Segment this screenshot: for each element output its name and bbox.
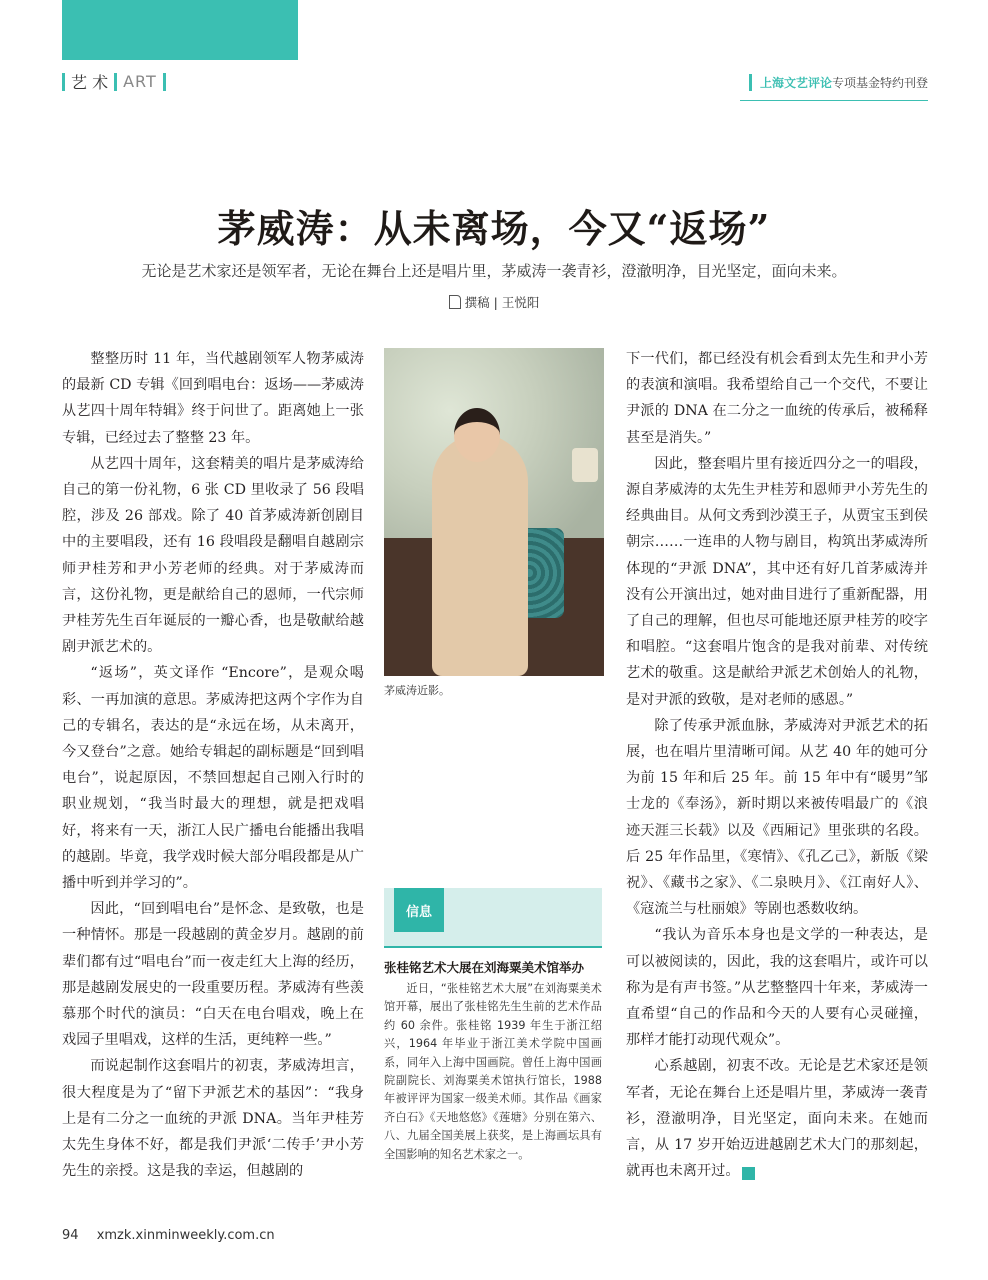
- pen-icon: [449, 295, 461, 309]
- section-bar: [163, 73, 166, 91]
- section-name-en: ART: [123, 72, 157, 91]
- article-column-right: [626, 346, 928, 1185]
- info-box-divider: [384, 946, 602, 948]
- section-tag: [62, 70, 166, 93]
- paragraph: “返场”，英文译作 “Encore”，是观众喝彩、一再加演的意思。茅威涛把这两个字作为自己的专辑名，表达的是“永远在场，从未离开，今又登台”之意。她给专辑起的副标题是“回到唱电台”，说起原因，不禁回想起自己刚入行时的职业规划，“我当时最大的理想，就是把戏唱好，将来有一天，浙江人民广播电台能播出我唱的越剧。毕竟，我学戏时候大部分唱段都是从广播中听到并学习的”。: [62, 665, 364, 892]
- info-paragraph: 近日，“张桂铭艺术大展”在刘海粟美术馆开幕，展出了张桂铭先生生前的艺术作品约 60 余件。张桂铭 1939 年生于浙江绍兴，1964 年毕业于浙江美术学院中国画系，同年入上海中国画院。曾任上海中国画院副院长、刘海粟美术馆执行馆长，1988 年被评评为国家一级美术师。其作品《画家齐白石》《天地悠悠》《莲塘》分别在第六、八、九届全国美展上获奖，是上海画坛具有全国影响的知名艺术家之一。: [384, 982, 602, 1161]
- page-number: 94: [62, 1228, 79, 1243]
- photo-lamp: [572, 448, 598, 482]
- section-bar: [62, 73, 65, 91]
- page-footer: [62, 1228, 275, 1243]
- paragraph: 而说起制作这套唱片的初衷，茅威涛坦言，很大程度是为了“留下尹派艺术的基因”：“我身上是有二分之一血统的尹派 DNA。当年尹桂芳太先生身体不好，都是我们尹派‘二传手’尹小芳先生的亲授。这是我的幸运，但越剧的: [62, 1058, 364, 1180]
- paragraph-final: [626, 1053, 928, 1184]
- info-box-body: [384, 980, 602, 1164]
- byline-label: 撰稿: [464, 295, 490, 310]
- photo-figure: [432, 434, 528, 676]
- byline-separator: |: [493, 295, 498, 310]
- portrait-photo: [384, 348, 604, 676]
- byline: [0, 293, 988, 311]
- paragraph-text: 心系越剧，初衷不改。无论是艺术家还是领军者，无论在舞台上还是唱片里，茅威涛一袭青衫，澄澈明净，目光坚定，面向未来。在她而言，从 17 岁开始迈进越剧艺术大门的那刻起，就再也未离开过。: [626, 1058, 928, 1180]
- sponsor-note: [749, 74, 928, 91]
- paragraph: 从艺四十周年，这套精美的唱片是茅威涛给自己的第一份礼物，6 张 CD 里收录了 56 段唱腔，涉及 26 部戏。除了 40 首茅威涛新创剧目中的主要唱段，还有 16 段唱段是翻唱自越剧宗师尹桂芳和尹小芳老师的经典。对于茅威涛而言，这份礼物，更是献给自己的恩师，一代宗师尹桂芳先生百年诞辰的一瓣心香，也是敬献给越剧尹派艺术的。: [62, 455, 364, 656]
- article-column-left: [62, 346, 364, 1185]
- paragraph: 除了传承尹派血脉，茅威涛对尹派艺术的拓展，也在唱片里清晰可闻。从艺 40 年的她可分为前 15 年和后 25 年。前 15 年中有“暖男”邹士龙的《奉汤》，新时期以来被传唱最广的《浪迹天涯三长载》以及《西厢记》里张珙的名段。后 25 年作品里，《寒情》、《孔乙己》，新版《梁祝》、《藏书之家》、《二泉映月》、《江南好人》、《寇流兰与杜丽娘》等剧也悉数收纳。: [626, 717, 928, 918]
- info-box-label: 信息: [394, 888, 444, 932]
- sponsor-highlight: 上海文艺评论: [759, 76, 832, 90]
- info-box-title: 张桂铭艺术大展在刘海粟美术馆举办: [384, 960, 585, 975]
- photo-head: [454, 408, 500, 462]
- paragraph: “我认为音乐本身也是文学的一种表达，是可以被阅读的，因此，我的这套唱片，或许可以称为是有声书签。”从艺整整四十年来，茅威涛一直希望“自己的作品和今天的人要有心灵碰撞，那样才能打动现代观众”。: [626, 927, 928, 1049]
- header-color-block: [62, 0, 298, 60]
- paragraph: 因此，“回到唱电台”是怀念、是致敬，也是一种情怀。那是一段越剧的黄金岁月。越剧的前辈们都有过“唱电台”而一夜走红大上海的经历，那是越剧发展史的一段重要历程。茅威涛有些羡慕那个时代的演员：“白天在电台唱戏，晚上在戏园子里唱戏，这样的生活，更纯粹一些。”: [62, 901, 364, 1049]
- photo-caption: 茅威涛近影。: [384, 684, 450, 697]
- end-mark-icon: 民: [742, 1167, 755, 1180]
- section-bar: [114, 73, 117, 91]
- sponsor-text: 专项基金特约刊登: [831, 76, 928, 90]
- paragraph: 下一代们，都已经没有机会看到太先生和尹小芳的表演和演唱。我希望给自己一个交代，不要让尹派的 DNA 在二分之一血统的传承后，被稀释甚至是消失。”: [626, 351, 928, 446]
- paragraph: 因此，整套唱片里有接近四分之一的唱段，源自茅威涛的太先生尹桂芳和恩师尹小芳先生的经典曲目。从何文秀到沙漠王子，从贾宝玉到侯朝宗……一连串的人物与剧目，构筑出茅威涛所体现的“尹派 DNA”，其中还有好几首茅威涛并没有公开演出过，她对曲目进行了重新配器，用了自己的理解，但也尽可能地还原尹桂芳的咬字和唱腔。“这套唱片饱含的是我对前辈、对传统艺术的敬重。这是献给尹派艺术创始人的礼物，是对尹派的致敬，是对老师的感恩。”: [626, 455, 928, 708]
- footer-url: xmzk.xinminweekly.com.cn: [96, 1228, 275, 1243]
- author-name: 王悦阳: [501, 295, 540, 310]
- article-title: 茅威涛：从未离场，今又“返场”: [217, 206, 771, 251]
- section-name-cn: 艺 术: [71, 73, 109, 92]
- paragraph: 整整历时 11 年，当代越剧领军人物茅威涛的最新 CD 专辑《回到唱电台：返场——茅威涛从艺四十周年特辑》终于问世了。距离她上一张专辑，已经过去了整整 23 年。: [62, 351, 364, 446]
- sponsor-underline: [740, 100, 928, 101]
- article-subtitle: 无论是艺术家还是领军者，无论在舞台上还是唱片里，茅威涛一袭青衫，澄澈明净，目光坚定，面向未来。: [141, 262, 847, 280]
